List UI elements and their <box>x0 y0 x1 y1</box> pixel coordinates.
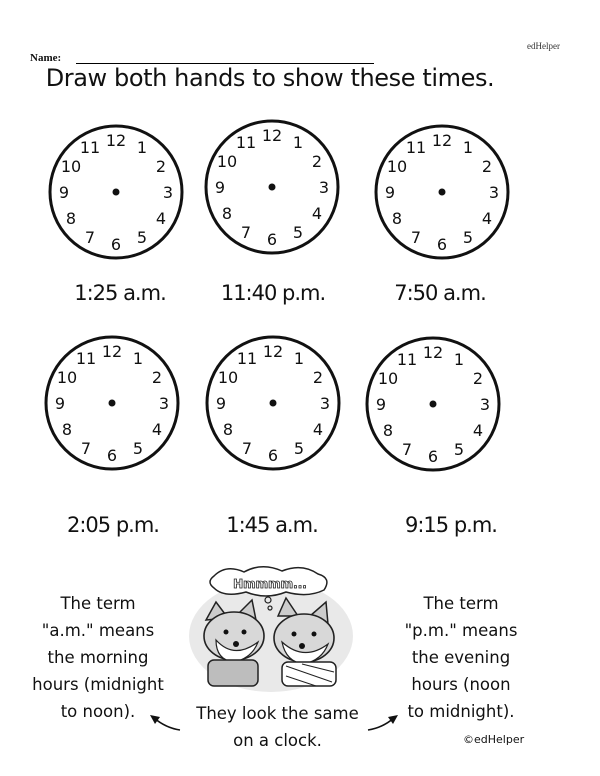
clock-number: 7 <box>241 439 253 458</box>
time-label-6: 9:15 p.m. <box>405 513 497 537</box>
clock-number: 5 <box>136 228 148 247</box>
clock-number: 12 <box>422 343 444 362</box>
clock-number: 3 <box>162 183 174 202</box>
clock-number: 4 <box>311 204 323 223</box>
instruction-heading: Draw both hands to show these times. <box>45 64 495 92</box>
clock-number: 12 <box>261 126 283 145</box>
clock-number: 2 <box>481 157 493 176</box>
pm-explanation <box>376 590 546 725</box>
clock-number: 12 <box>262 342 284 361</box>
clock-number: 12 <box>101 342 123 361</box>
clock-number: 1 <box>132 349 144 368</box>
clock-number: 4 <box>481 209 493 228</box>
am-line: the morning <box>47 648 149 667</box>
clock-center-dot <box>270 400 277 407</box>
am-explanation <box>13 590 183 725</box>
clock-number: 10 <box>56 368 78 387</box>
clock-face-5[interactable] <box>203 333 343 473</box>
clock-number: 10 <box>60 157 82 176</box>
clock-number: 9 <box>54 394 66 413</box>
clock-number: 9 <box>384 183 396 202</box>
clock-number: 4 <box>155 209 167 228</box>
clock-number: 12 <box>105 131 127 150</box>
clock-number: 6 <box>267 446 279 465</box>
pm-line: to midnight). <box>407 702 515 721</box>
clock-number: 8 <box>61 420 73 439</box>
clock-center-dot <box>269 184 276 191</box>
clock-number: 3 <box>319 394 331 413</box>
time-label-4: 2:05 p.m. <box>67 513 159 537</box>
clock-number: 11 <box>79 138 101 157</box>
time-label-3: 7:50 a.m. <box>394 281 486 305</box>
clock-number: 5 <box>462 228 474 247</box>
clock-number: 1 <box>462 138 474 157</box>
clock-number: 6 <box>427 447 439 466</box>
clock-number: 8 <box>221 204 233 223</box>
clock-number: 8 <box>382 421 394 440</box>
two-foxes-thinking-icon <box>186 562 356 694</box>
clock-number: 10 <box>377 369 399 388</box>
clock-number: 7 <box>80 439 92 458</box>
time-label-2: 11:40 p.m. <box>220 281 326 305</box>
clock-number: 3 <box>479 395 491 414</box>
clock-number: 9 <box>58 183 70 202</box>
pm-line: "p.m." means <box>404 621 518 640</box>
clock-center-dot <box>439 189 446 196</box>
clock-number: 1 <box>453 350 465 369</box>
clock-number: 11 <box>235 133 257 152</box>
clock-number: 6 <box>266 230 278 249</box>
am-line: hours (midnight <box>32 675 164 694</box>
clock-number: 11 <box>405 138 427 157</box>
clock-number: 5 <box>453 440 465 459</box>
clock-number: 8 <box>65 209 77 228</box>
clock-center-dot <box>430 401 437 408</box>
pm-line: the evening <box>411 648 511 667</box>
clock-number: 6 <box>110 235 122 254</box>
clock-number: 10 <box>217 368 239 387</box>
am-line: The term <box>60 594 136 613</box>
clock-number: 2 <box>312 368 324 387</box>
clock-number: 6 <box>106 446 118 465</box>
clock-number: 11 <box>75 349 97 368</box>
clock-number: 8 <box>391 209 403 228</box>
center-line: on a clock. <box>233 731 322 750</box>
clock-number: 4 <box>312 420 324 439</box>
clock-number: 11 <box>236 349 258 368</box>
clock-number: 4 <box>472 421 484 440</box>
clock-face-2[interactable] <box>202 117 342 257</box>
clock-number: 9 <box>214 178 226 197</box>
clock-number: 7 <box>401 440 413 459</box>
am-line: to noon). <box>60 702 136 721</box>
clock-number: 8 <box>222 420 234 439</box>
clock-number: 10 <box>216 152 238 171</box>
clock-number: 5 <box>293 439 305 458</box>
clock-center-dot <box>113 189 120 196</box>
left-arrow-icon <box>148 712 182 734</box>
clock-face-4[interactable] <box>42 333 182 473</box>
clock-number: 1 <box>292 133 304 152</box>
clock-number: 5 <box>132 439 144 458</box>
clock-center-dot <box>109 400 116 407</box>
clock-number: 2 <box>311 152 323 171</box>
banner-text: Hmmmm... <box>233 577 307 591</box>
clock-number: 10 <box>386 157 408 176</box>
clock-number: 7 <box>240 223 252 242</box>
clock-number: 2 <box>472 369 484 388</box>
clock-number: 1 <box>293 349 305 368</box>
clock-face-1[interactable] <box>46 122 186 262</box>
pm-line: hours (noon <box>411 675 511 694</box>
brand-header: edHelper <box>527 41 560 51</box>
time-label-5: 1:45 a.m. <box>226 513 318 537</box>
clock-number: 4 <box>151 420 163 439</box>
clock-number: 2 <box>151 368 163 387</box>
clock-face-3[interactable] <box>372 122 512 262</box>
copyright: ©edHelper <box>463 733 525 746</box>
clock-number: 2 <box>155 157 167 176</box>
clock-number: 3 <box>488 183 500 202</box>
clock-number: 9 <box>375 395 387 414</box>
am-line: "a.m." means <box>41 621 155 640</box>
clock-number: 6 <box>436 235 448 254</box>
clock-face-6[interactable] <box>363 334 503 474</box>
clock-number: 7 <box>410 228 422 247</box>
clock-number: 11 <box>396 350 418 369</box>
clock-number: 5 <box>292 223 304 242</box>
clock-number: 9 <box>215 394 227 413</box>
center-line: They look the same <box>196 704 359 723</box>
clock-number: 3 <box>318 178 330 197</box>
clock-number: 7 <box>84 228 96 247</box>
time-label-1: 1:25 a.m. <box>74 281 166 305</box>
right-arrow-icon <box>366 712 400 734</box>
center-explanation <box>185 700 370 754</box>
name-label: Name: <box>30 52 62 64</box>
pm-line: The term <box>423 594 499 613</box>
clock-number: 1 <box>136 138 148 157</box>
clock-number: 3 <box>158 394 170 413</box>
clock-number: 12 <box>431 131 453 150</box>
